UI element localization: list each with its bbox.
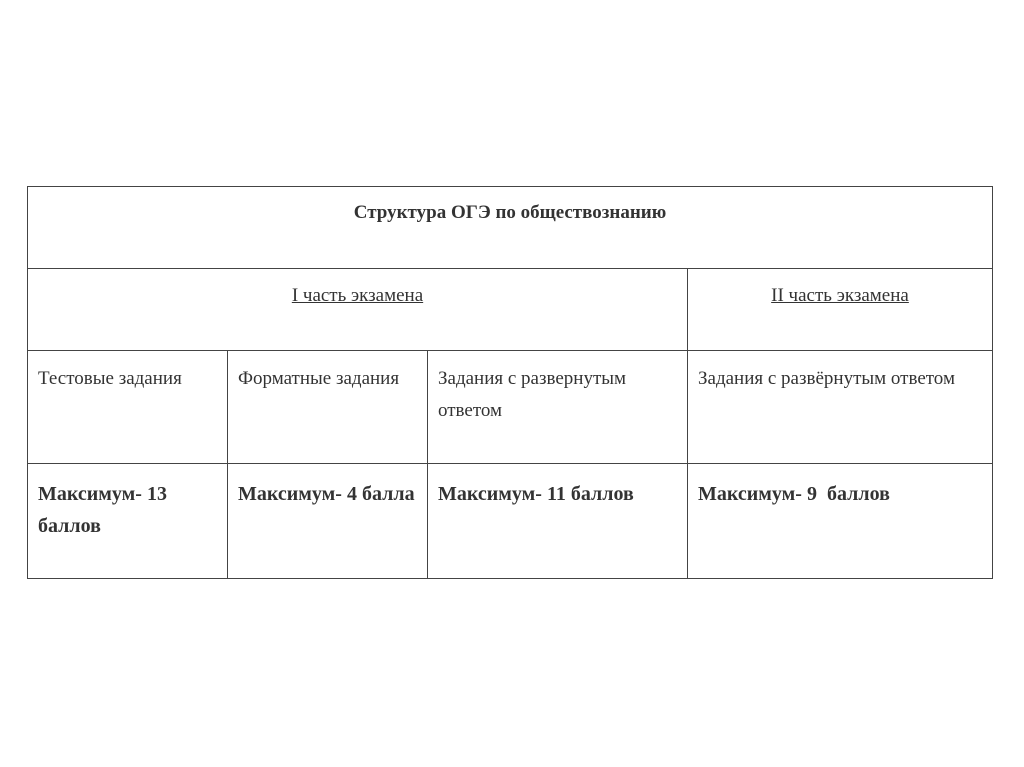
task-type-extended-part-two: Задания с развёрнутым ответом — [688, 351, 993, 464]
part-two-cell — [688, 269, 993, 351]
max-score-extended-part-two: Максимум- 9 баллов — [688, 464, 993, 579]
max-score-test: Максимум- 13 баллов — [28, 464, 228, 579]
max-score-format: Максимум- 4 балла — [228, 464, 428, 579]
exam-parts-row — [28, 269, 993, 351]
part-one-label: I часть экзамена — [291, 285, 424, 306]
task-types-row — [28, 351, 993, 464]
table-title: Структура ОГЭ по обществознанию — [353, 202, 667, 223]
table-title-cell — [28, 187, 993, 269]
max-scores-row — [28, 464, 993, 579]
oge-structure-table — [27, 186, 993, 579]
part-one-cell — [28, 269, 688, 351]
task-type-format: Форматные задания — [228, 351, 428, 464]
task-type-test: Тестовые задания — [28, 351, 228, 464]
max-score-extended-part-one: Максимум- 11 баллов — [428, 464, 688, 579]
table-title-row — [28, 187, 993, 269]
task-type-extended-part-one: Задания с развернутым ответом — [428, 351, 688, 464]
part-two-label: II часть экзамена — [771, 285, 909, 306]
